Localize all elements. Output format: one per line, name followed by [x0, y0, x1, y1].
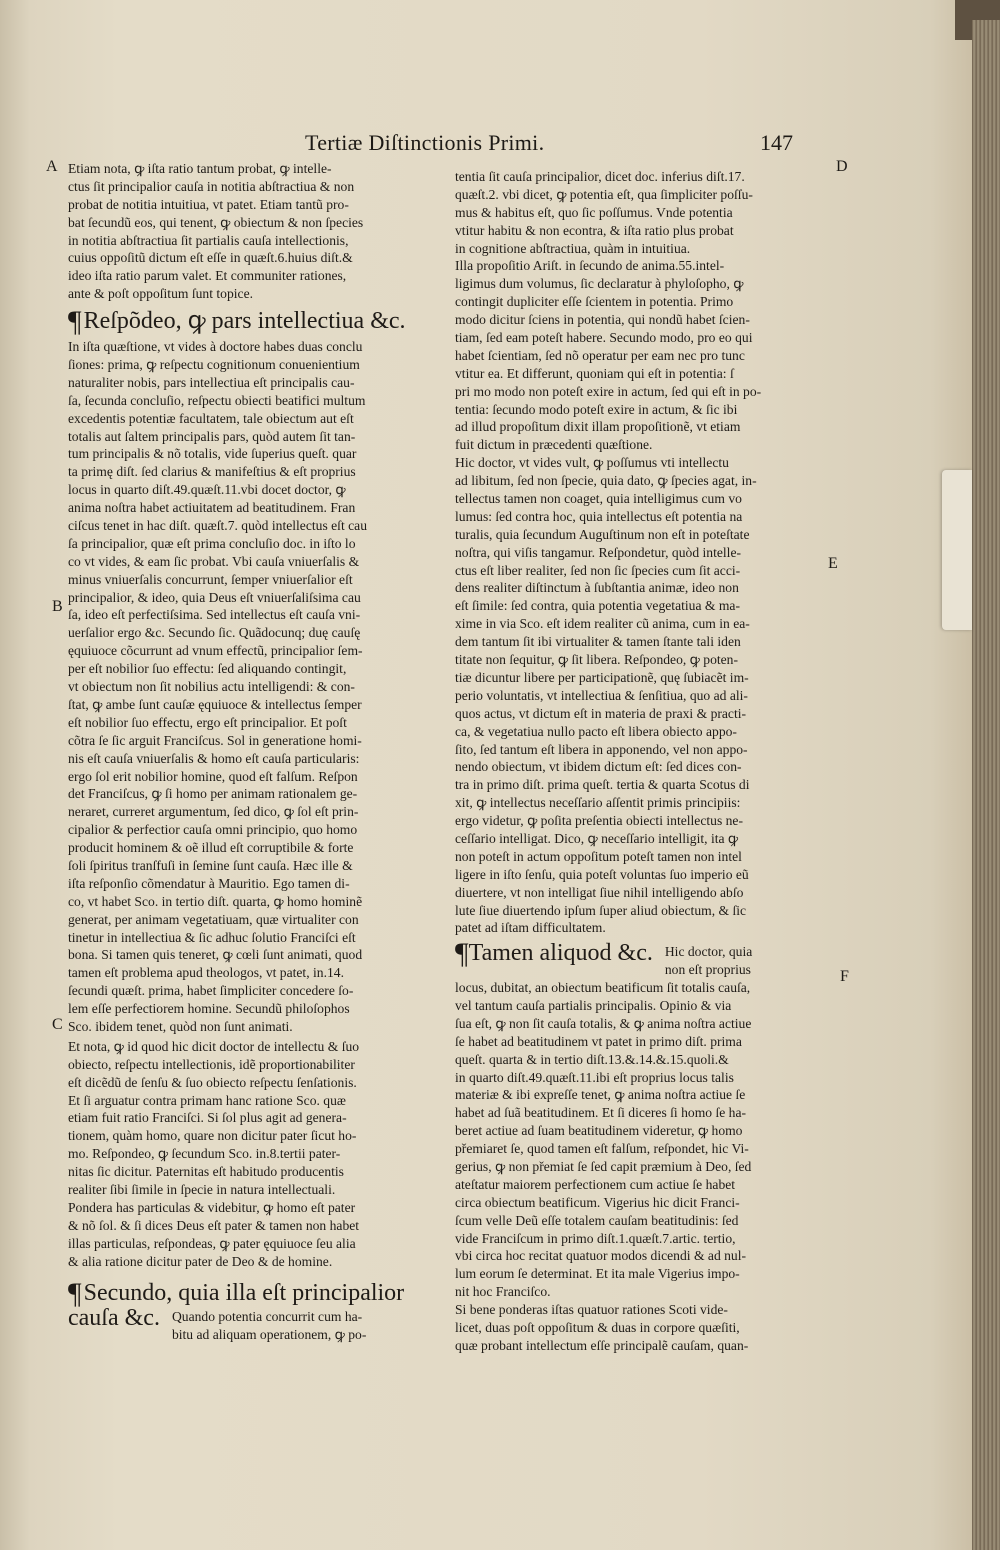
text-line: cipalior & perfectior cauſa omni principio, quo homo	[68, 822, 358, 838]
text-line: bitu ad aliquam operationem, ꝙ po-	[171, 1327, 367, 1343]
text-line: ſa principalior, quæ eſt prima concluſio doc. in iſto lo	[68, 535, 356, 551]
text-line: tionem, quàm homo, quare non dicitur pater ſicut ho-	[68, 1128, 357, 1144]
text-line: eſt ſimile: ſed contra, quia potentia vegetatiua & ma-	[455, 598, 740, 614]
text-line: perio voluntatis, vt intellectiua & ſenſitiua, quo ad ali-	[455, 687, 748, 703]
heading-text: cauſa &c.	[68, 1305, 160, 1332]
text-line: vtitur habitu & non econtra, & iſta ratio plus probat	[455, 222, 734, 238]
text-line: turalis, quia ſecundum Auguſtinum non eſt in poteſtate	[455, 526, 750, 542]
heading-text-wrap	[455, 937, 653, 971]
text-line: circa obiectum beatificum. Vigerius hic dicit Franci-	[455, 1194, 740, 1210]
text-line: det Franciſcus, ꝙ ſi homo per animam rationalem ge-	[68, 786, 358, 802]
text-line: tinetur in intellectiua & ſic adhuc ſolutio Franciſci eſt	[68, 929, 356, 945]
text-line: non poteſt in actum oppoſitum poteſt tamen non intel	[455, 848, 742, 864]
left-column	[68, 160, 438, 1344]
text-line: nis eſt cauſa vniuerſalis & homo eſt cauſa particularis:	[68, 750, 360, 766]
text-line: lute ſiue diuertendo ipſum ſuper aliud obiectum, & ſic	[455, 902, 747, 918]
text-line: vide Franciſcum in primo diſt.1.quæſt.7.artic. tertio,	[455, 1230, 736, 1246]
text-line: realiter ſibi ſimile in ſpecie in natura intellectuali.	[68, 1181, 336, 1197]
left-paragraph-1	[68, 160, 438, 303]
text-line: tamen eſt problema apud theologos, vt patet, in.14.	[68, 965, 344, 981]
text-line: in quarto diſt.49.quæſt.11.ibi eſt proprius locus talis	[455, 1069, 734, 1085]
text-line: anima noſtra habet actiuitatem ad beatitudinem. Fran	[68, 500, 356, 516]
text-line: licet, duas poſt oppoſitum & duas in corpore quæſiti,	[455, 1320, 740, 1336]
text-line: materiæ & ibi expreſſe tenet, ꝙ anima noſtra actiue ſe	[455, 1087, 746, 1103]
text-line: ctus eſt liber realiter, ſed non ſic ſpecies cum ſit acci-	[455, 562, 741, 578]
text-line: mo. Reſpondeo, ꝙ ſecundum Sco. in.8.tertii pater-	[68, 1146, 341, 1162]
text-line: ſecundi quæſt. prima, habet ſimpliciter concedere ſo-	[68, 983, 354, 999]
text-line: ſe habet ad beatitudinem vt patet in primo diſt. prima	[455, 1033, 742, 1049]
text-line: cuius oppoſitũ dictum eſt eſſe in quæſt.6.huius diſt.&	[68, 250, 353, 266]
text-line: Etiam nota, ꝙ iſta ratio tantum probat, ꝙ intelle-	[68, 161, 332, 176]
text-line: tiæ dicuntur libere per participationẽ, quę ſubiacẽt im-	[455, 669, 749, 685]
text-line: fuit dictum in præcedenti quæſtione.	[455, 437, 653, 453]
text-line: ateſtatur maiorem perfectionem cum actiue ſe habet	[455, 1176, 736, 1192]
text-line: ciſcus tenet in hac diſt. quæſt.7. quòd intellectus eſt cau	[68, 518, 367, 534]
text-line: beret actiue ad ſuam beatitudinem videretur, ꝙ homo	[455, 1123, 743, 1139]
text-line: tentia ſit cauſa principalior, dicet doc. inferius diſt.17.	[455, 169, 745, 184]
margin-letter-d: D	[836, 158, 848, 175]
text-line: nendo obiectum, vt ibidem dictum eſt: ſed dices con-	[455, 759, 742, 775]
text-line: eſt dicẽdũ de ſenſu & ſuo obiecto reſpectu ſenſationis.	[68, 1074, 357, 1090]
text-line: vtitur ea. Et differunt, quoniam qui eſt in potentia: ſ	[455, 365, 734, 381]
text-line: diuertere, vt non intelligat ſiue nihil intelligendo abſo	[455, 884, 744, 900]
pilcrow-icon: ¶	[455, 937, 469, 971]
heading-text: Reſpõdeo, ꝙ pars intellectiua &c.	[83, 308, 406, 335]
text-line: ſtat, ꝙ ambe ſunt cauſæ ęquiuoce & intellectus ſemper	[68, 696, 362, 712]
text-line: lumus: ſed contra hoc, quia intellectus eſt potentia na	[455, 508, 743, 524]
heading-side-text	[172, 1308, 366, 1344]
right-column	[455, 168, 825, 1355]
text-line: ſa, ſecunda concluſio, reſpectu obiecti beatifici multum	[68, 392, 366, 408]
text-line: neraret, curreret argumentum, ſed dico, ꝙ ſol eſt prin-	[68, 804, 359, 820]
text-line: ſa, ideo eſt perfectiſsima. Sed intellectus eſt cauſa vni-	[68, 607, 361, 623]
text-line: ergo videtur, ꝙ poſita preſentia obiecti intellectus ne-	[455, 813, 743, 829]
text-line: vel tantum cauſa partialis principalis. Opinio & via	[455, 998, 732, 1013]
text-line: quæſt.2. vbi dicet, ꝙ potentia eſt, qua ſimpliciter poſſu-	[455, 186, 753, 202]
text-line: Sco. ibidem tenet, quòd non ſunt animati.	[68, 1018, 293, 1034]
text-line: iſta reſponſio cõmendatur à Mauritio. Ego tamen di-	[68, 875, 350, 891]
text-line: Si bene ponderas iſtas quatuor rationes Scoti vide-	[455, 1302, 728, 1318]
text-line: bat ſecundũ eos, qui tenent, ꝙ obiectum & non ſpecies	[68, 214, 364, 230]
margin-letter-c: C	[52, 1016, 63, 1033]
page-stack-edge	[972, 20, 1000, 1550]
text-line: ligere in iſto ſenſu, quia poteſt voluntas ſuo imperio eũ	[455, 866, 749, 882]
text-line: eſt nobilior ſuo effectu, ergo eſt principalior. Et poſt	[68, 714, 347, 730]
text-line: gerius, ꝙ non přemiat ſe ſed capit præmium à Deo, ſed	[455, 1159, 752, 1175]
text-line: queſt. quarta & in tertio diſt.13.&.14.&.15.quoli.&	[455, 1051, 729, 1067]
page-header	[0, 130, 972, 160]
text-line: nit hoc Franciſco.	[455, 1284, 551, 1300]
text-line: in notitia abſtractiua ſit partialis cauſa intellectionis,	[68, 232, 349, 248]
text-line: ta primę diſt. ſed clarius & manifeſtius & eſt proprius	[68, 464, 356, 480]
text-line: titate non ſequitur, ꝙ ſit libera. Reſpondeo, ꝙ poten-	[455, 652, 738, 668]
text-line: xit, ꝙ intellectus neceſſario aſſentit primis principiis:	[455, 795, 741, 811]
page-number: 147	[760, 130, 793, 155]
running-title: Tertiæ Diſtinctionis Primi.	[305, 130, 545, 155]
text-line: quos actus, vt dictum eſt in materia de praxi & practi-	[455, 705, 747, 721]
text-line: ideo iſta ratio parum valet. Et communiter rationes,	[68, 268, 347, 284]
left-paragraph-3	[68, 1038, 438, 1271]
text-line: mus & habitus eſt, quo ſic poſſumus. Vnde potentia	[455, 204, 733, 220]
pilcrow-icon: ¶	[68, 305, 82, 339]
text-line: & alia ratione dicitur pater de Deo & de homine.	[68, 1253, 333, 1269]
text-line: habet ad ſuã beatitudinem. Et ſi diceres ſi homo ſe ha-	[455, 1105, 747, 1121]
margin-letter-a: A	[46, 158, 58, 175]
text-line: co vt vides, & eam ſic probat. Vbi cauſa vniuerſalis &	[68, 553, 360, 569]
text-line: contingit dupliciter eſſe ſcientem in potentia. Primo	[455, 294, 734, 310]
text-line: ſiones: prima, ꝙ reſpectu cognitionum conuenientium	[68, 357, 360, 373]
text-line: non eſt proprius	[664, 962, 751, 978]
text-line: tiam, ſed eam poteſt habere. Secundo modo, pro eo qui	[455, 330, 753, 346]
section-heading-respondeo	[68, 305, 438, 339]
text-line: bona. Si tamen quis teneret, ꝙ cœli ſunt animati, quod	[68, 947, 363, 963]
text-line: & nõ ſol. & ſi dices Deus eſt pater & tamen non habet	[68, 1217, 360, 1233]
text-line: přemiaret ſe, quod tamen eſt falſum, reſpondet, hic Vi-	[455, 1141, 749, 1157]
text-line: ęquiuoce cõcurrunt ad vnum effectũ, principalior ſem-	[68, 643, 363, 659]
text-line: dem tantum ſit ibi virtualiter & tamen ſtante tali iden	[455, 634, 741, 650]
text-line: totalis aut ſaltem principalis pars, quòd autem ſit tan-	[68, 428, 356, 444]
text-line: nitas ſic dicitur. Paternitas eſt habitudo producentis	[68, 1164, 344, 1180]
text-line: ante & poſt oppoſitum ſunt topice.	[68, 286, 254, 302]
margin-letter-e: E	[828, 555, 838, 572]
text-line: habet ſcientiam, ſed nõ operatur per eam nec pro tunc	[455, 347, 745, 363]
text-line: tentia: ſecundo modo poteſt exire in actum, & ſic ibi	[455, 401, 738, 417]
text-line: Hic doctor, vt vides vult, ꝙ poſſumus vti intellectu	[455, 455, 729, 471]
text-line: obiecto, reſpectu intellectionis, idẽ proportionabiliter	[68, 1056, 355, 1072]
text-line: excedentis potentiæ facultatem, tale obiectum aut eſt	[68, 410, 354, 426]
text-line: generat, per animam vegetatiuam, quæ virtualiter con	[68, 911, 359, 927]
text-line: ad libitum, ſed non ſpecie, quia dato, ꝙ ſpecies agat, in-	[455, 473, 757, 489]
margin-letter-b: B	[52, 598, 63, 615]
text-line: vbi circa hoc recitat quatuor modos dicendi & ad nul-	[455, 1248, 747, 1264]
text-line: per eſt nobilior ſuo effectu: ſed aliquando contingit,	[68, 661, 347, 677]
margin-letter-f: F	[840, 968, 849, 985]
text-line: quæ probant intellectum eſſe principalẽ cauſam, quan-	[455, 1337, 749, 1353]
text-line: vt obiectum non ſit nobilius actu intelligendi: & con-	[68, 679, 355, 695]
text-line: minus vniuerſalis concurrunt, ſemper vniuerſalior eſt	[68, 571, 353, 587]
text-line: illas particulas, reſpondeas, ꝙ pater ęquiuoce ſeu alia	[68, 1235, 356, 1251]
text-line: etiam fuit ratio Franciſci. Si ſol plus agit ad genera-	[68, 1110, 347, 1126]
pilcrow-icon: ¶	[68, 1277, 82, 1311]
text-line: uerſalior ergo &c. Secundo ſic. Quãdocunq; duę cauſę	[68, 625, 361, 641]
text-line: In iſta quæſtione, vt vides à doctore habes duas conclu	[68, 339, 363, 355]
heading-text: Tamen aliquod &c.	[468, 940, 653, 967]
text-line: xime in via Sco. eſt idem realiter cũ anima, cum in ea-	[455, 616, 750, 632]
text-line: patet ad iſtam difficultatem.	[455, 920, 606, 936]
text-line: producit hominem & oẽ illud eſt corruptibile & forte	[68, 840, 354, 856]
text-line: ſito, ſed tantum eſt libera in apponendo, vel non appo-	[455, 741, 748, 757]
right-paragraph-1	[455, 168, 825, 937]
text-line: tum principalis & nõ totalis, vide ſuperius queſt. quar	[68, 446, 357, 462]
heading-text: Secundo, quia illa eſt principalior	[83, 1280, 405, 1307]
right-paragraph-2	[455, 979, 825, 1355]
text-line: principalior, & ideo, quia Deus eſt vniuerſaliſsima cau	[68, 589, 361, 605]
text-line: ergo ſol erit nobilior homine, quod eſt falſum. Reſpon	[68, 768, 358, 784]
text-line: ctus ſit principalior cauſa in notitia abſtractiua & non	[68, 178, 355, 194]
text-line: locus, dubitat, an obiectum beatificum ſit totalis cauſa,	[455, 980, 751, 996]
text-line: ſoli ſpiritus tranſfuſi in ſemine ſunt cauſa. Hæc ille &	[68, 857, 353, 873]
section-heading-secundo	[68, 1277, 438, 1311]
text-line: ſua eſt, ꝙ non ſit cauſa totalis, & ꝙ anima noſtra actiue	[455, 1015, 752, 1031]
text-line: Hic doctor, quia	[664, 944, 753, 960]
text-line: ceſſario intelligat. Dico, ꝙ neceſſario intelligit, ita ꝙ	[455, 830, 739, 846]
heading-side-text	[665, 943, 752, 979]
text-line: ligimus dum volumus, ſic declaratur à phyloſopho, ꝙ	[455, 276, 744, 292]
text-line: modo dicitur ſciens in potentia, qui nondũ habet ſcien-	[455, 312, 750, 328]
text-line: probat de notitia intuitiua, vt patet. Etiam tantũ pro-	[68, 196, 349, 212]
text-line: cõtra ſe ſic arguit Franciſcus. Sol in generatione homi-	[68, 732, 362, 748]
text-line: locus in quarto diſt.49.quæſt.11.vbi docet doctor, ꝙ	[68, 482, 346, 498]
text-line: dens realiter diſtinctum à ſubſtantia animæ, ideo non	[455, 580, 739, 596]
section-heading-secundo-continued	[68, 1305, 438, 1344]
text-line: Pondera has particulas & videbitur, ꝙ homo eſt pater	[68, 1199, 356, 1215]
text-line: ſcum velle Deũ eſſe totalem cauſam beatitudinis: ſed	[455, 1212, 739, 1228]
text-line: tra in primo diſt. prima queſt. tertia & quarta Scotus di	[455, 777, 750, 793]
text-line: noſtra, qui viſis tangamur. Reſpondetur, quòd intelle-	[455, 544, 742, 560]
text-line: lum eorum ſe determinat. Et ita male Vigerius impo-	[455, 1266, 740, 1282]
text-line: tellectus tamen non coaget, quia intelligimus cum vo	[455, 491, 742, 507]
text-line: lem eſſe perfectiorem homine. Secundũ philoſophos	[68, 1001, 350, 1017]
text-line: Et ſi arguatur contra primam hanc ratione Sco. quæ	[68, 1092, 346, 1108]
text-line: Quando potentia concurrit cum ha-	[171, 1309, 363, 1325]
page-tab-marker	[942, 470, 972, 630]
text-line: ca, & vegetatiua nullo pacto eſt libera obiecto appo-	[455, 723, 737, 739]
text-line: naturaliter nobis, pars intellectiua eſt principalis cau-	[68, 374, 355, 390]
text-line: Et nota, ꝙ id quod hic dicit doctor de intellectu & ſuo	[68, 1038, 360, 1054]
text-line: co, vt habet Sco. in tertio diſt. quarta, ꝙ homo hominẽ	[68, 893, 363, 909]
left-paragraph-2	[68, 338, 438, 1036]
section-heading-tamen	[455, 937, 825, 979]
text-line: pri mo modo non poteſt exire in actum, ſed qui eſt in po-	[455, 383, 762, 399]
text-line: Illa propoſitio Ariſt. in ſecundo de anima.55.intel-	[455, 258, 725, 274]
text-line: ad illud propoſitum dixit illam propoſitionẽ, vt etiam	[455, 419, 741, 435]
text-line: in cognitione abſtractiua, quàm in intuitiua.	[455, 240, 691, 256]
